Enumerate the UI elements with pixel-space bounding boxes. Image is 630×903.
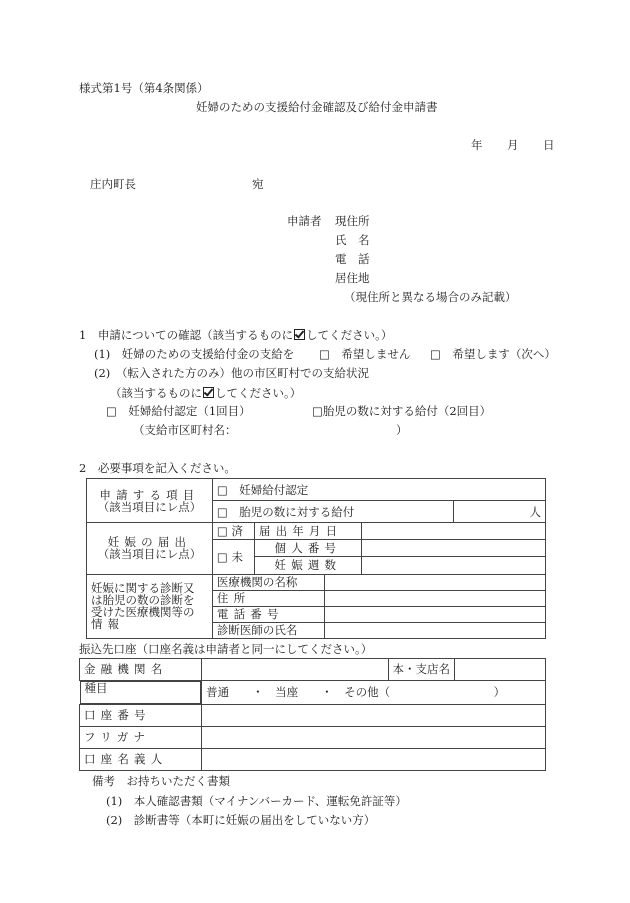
doctor-name-label: 診断医師の氏名: [212, 622, 324, 638]
date-year-label: 年: [471, 138, 483, 152]
medical-info-label-cell: [87, 574, 213, 638]
apply-item-label-note: （該当項目にレ点）: [97, 499, 202, 514]
form-title: 妊婦のための支援給付金確認及び給付金申請書: [196, 100, 438, 114]
apply-option-fetus-benefit[interactable]: □ 胎児の数に対する給付: [212, 501, 453, 523]
option-desired[interactable]: □ 希望します（次へ）: [430, 347, 556, 361]
furigana-label: フリガナ: [80, 727, 202, 749]
account-type-options[interactable]: 普通 ・ 当座 ・ その他（ ）: [202, 681, 546, 705]
notes-item1: (1) 本人確認書類（マイナンバーカード、運転免許証等）: [106, 794, 407, 808]
medical-info-label-line1: 妊娠に関する診断又: [91, 581, 195, 596]
applicant-name-label: 氏 名: [335, 233, 370, 247]
applicant-residence-label: 居住地: [335, 271, 370, 285]
medical-institution-name-field[interactable]: [324, 574, 545, 590]
application-table: [86, 478, 546, 639]
apply-option-certification[interactable]: □ 妊婦給付認定: [212, 479, 545, 501]
checkmark-icon: [294, 329, 305, 340]
fetus-count-field[interactable]: [454, 501, 546, 523]
option-fetus-count-benefit[interactable]: □胎児の数に対する給付（2回目）: [312, 404, 492, 418]
section1-heading: [79, 329, 392, 342]
account-holder-label: 口座名義人: [80, 749, 202, 771]
pregnancy-notice-label: 妊娠の届出: [107, 535, 192, 550]
account-number-field[interactable]: [202, 705, 546, 727]
account-number-label: 口座番号: [80, 705, 202, 727]
medical-institution-address-label: 住所: [212, 590, 324, 606]
form-number: 様式第1号（第4条関係）: [79, 81, 209, 95]
fetus-count-unit: 人: [529, 504, 541, 519]
medical-info-label-line2: は胎児の数の診断を: [91, 593, 195, 608]
bank-name-field[interactable]: [202, 659, 388, 681]
date-day-label: 日: [543, 138, 555, 152]
branch-field[interactable]: [455, 659, 546, 681]
pregnancy-weeks-field[interactable]: [361, 557, 545, 574]
checkmark-icon: [203, 387, 214, 398]
pregnancy-done-option[interactable]: □ 済: [212, 523, 254, 540]
medical-info-label-line4: 情報: [91, 617, 125, 632]
section1-item1: (1) 妊婦のための支援給付金の支給を: [94, 347, 295, 361]
bank-heading: 振込先口座（口座名義は申請者と同一にしてください。）: [79, 642, 373, 656]
notification-date-label: 届出年月日: [254, 523, 361, 540]
section1-heading-text-end: してください。）: [306, 328, 393, 342]
medical-institution-address-field[interactable]: [324, 590, 545, 606]
pregnancy-notice-note: （該当項目にレ点）: [97, 547, 202, 562]
medical-institution-phone-field[interactable]: [324, 606, 545, 622]
applicant-address-label: 現住所: [335, 214, 370, 228]
recipient-suffix: 宛: [252, 177, 264, 191]
applicant-label: 申請者: [287, 214, 322, 228]
option-pregnancy-certification[interactable]: □ 妊婦給付認定（1回目）: [106, 404, 251, 418]
section1-item2-instruction: [110, 387, 301, 400]
medical-institution-name-label: 医療機関の名称: [212, 574, 324, 590]
personal-number-label: 個人番号: [254, 540, 361, 557]
account-type-label-cell: [80, 681, 202, 704]
applicant-residence-note: （現住所と異なる場合のみ記載）: [344, 290, 517, 304]
option-not-desired[interactable]: □ 希望しません: [319, 347, 411, 361]
doctor-name-field[interactable]: [324, 622, 545, 638]
furigana-field[interactable]: [202, 727, 546, 749]
pregnancy-not-done-option[interactable]: □ 未: [212, 540, 254, 574]
personal-number-field[interactable]: [361, 540, 545, 557]
section2-heading: 2 必要事項を記入ください。: [79, 461, 236, 475]
medical-info-label-line3: 受けた医療機関等の: [91, 605, 195, 620]
account-holder-field[interactable]: [202, 749, 546, 771]
notes-heading: 備考 お持ちいただく書類: [92, 774, 230, 788]
section1-item2: (2) （転入された方のみ）他の市区町村での支給状況: [94, 366, 370, 380]
pregnancy-weeks-label: 妊娠週数: [254, 557, 361, 574]
section1-item2-instruction-text: （該当するものに: [110, 386, 202, 400]
apply-item-label-cell: [87, 479, 213, 523]
applicant-phone-label: 電 話: [335, 252, 370, 266]
bank-name-label: 金融機関名: [80, 659, 202, 681]
medical-institution-phone-label: 電話番号: [212, 606, 324, 622]
section1-item2-instruction-text-end: してください。）: [215, 386, 302, 400]
payment-city-label: （支給市区町村名：: [133, 423, 237, 437]
apply-item-label: 申請する項目: [99, 487, 200, 502]
date-month-label: 月: [507, 138, 519, 152]
recipient: 庄内町長: [90, 177, 136, 191]
section1-heading-text: 1 申請についての確認（該当するものに: [79, 328, 294, 342]
bank-table: [79, 658, 546, 771]
account-type-label: 種目: [84, 681, 108, 695]
pregnancy-label-cell: [87, 523, 213, 574]
branch-label: 本・支店名: [388, 659, 455, 681]
payment-city-close: ）: [396, 423, 408, 437]
notes-item2: (2) 診断書等（本町に妊娠の届出をしていない方）: [106, 813, 376, 827]
notification-date-field[interactable]: [361, 523, 545, 540]
